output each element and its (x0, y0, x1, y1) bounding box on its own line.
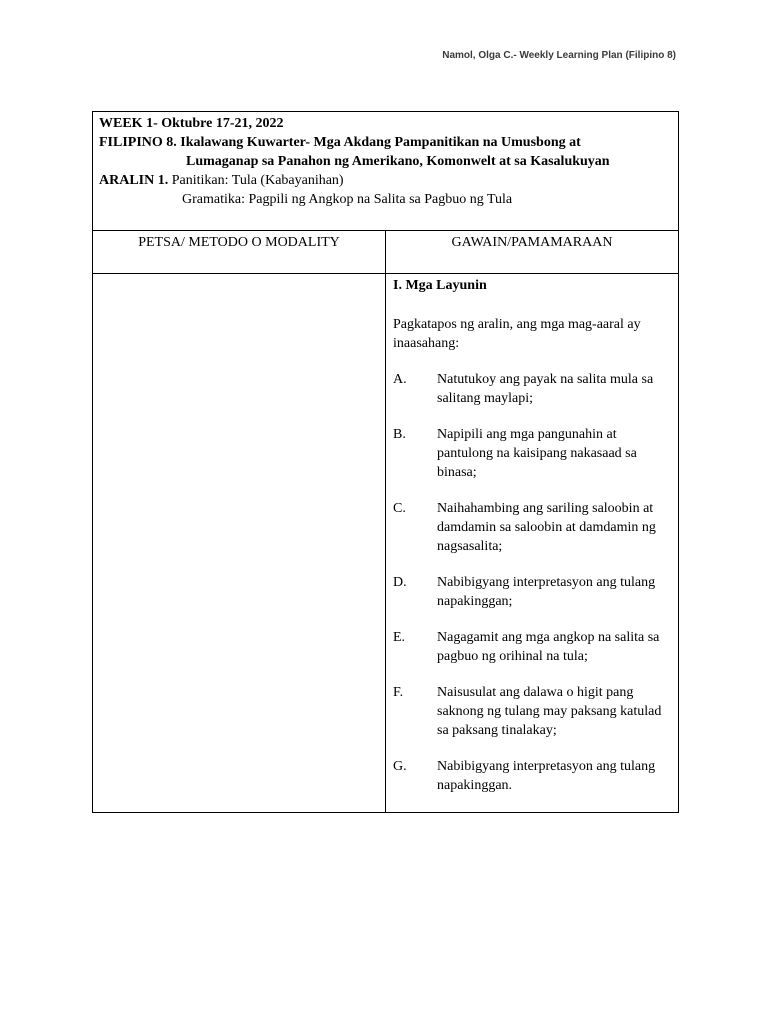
objective-letter: D. (393, 575, 407, 590)
plan-header-cell (93, 112, 679, 231)
objective-item (393, 499, 672, 556)
gramatika-line: Gramatika: Pagpili ng Angkop na Salita sa Pagbuo ng Tula (182, 192, 513, 207)
week-line: WEEK 1- Oktubre 17-21, 2022 (99, 116, 284, 131)
objective-text: Naisusulat ang dalawa o higit pang saknong ng tulang may paksang katulad sa paksang tinalakay; (437, 685, 662, 738)
subject-line-2: Lumaganap sa Panahon ng Amerikano, Komonwelt at sa Kasalukuyan (186, 154, 610, 169)
objective-letter: E. (393, 630, 406, 645)
column-header-gawain: GAWAIN/PAMAMARAAN (386, 231, 679, 274)
weekly-plan-table (92, 111, 679, 813)
objective-text: Nabibigyang interpretasyon ang tulang napakinggan; (437, 575, 656, 609)
intro-text: Pagkatapos ng aralin, ang mga mag-aaral ay inaasahang: (393, 317, 641, 351)
petsa-cell (93, 274, 386, 813)
objective-text: Nagagamit ang mga angkop na salita sa pagbuo ng orihinal na tula; (437, 630, 660, 664)
plan-header-row (93, 112, 679, 231)
column-header-petsa: PETSA/ METODO O MODALITY (93, 231, 386, 274)
objective-text: Napipili ang mga pangunahin at pantulong na kaisipang nakasaad sa binasa; (437, 427, 637, 480)
objective-letter: B. (393, 427, 406, 442)
objective-text: Nabibigyang interpretasyon ang tulang napakinggan. (437, 759, 656, 793)
objective-item (393, 757, 672, 795)
objective-item (393, 425, 672, 482)
gawain-cell (386, 274, 679, 813)
section-title: I. Mga Layunin (393, 278, 487, 293)
aralin-label: ARALIN 1. (99, 173, 169, 188)
page-header-author: Namol, Olga C.- Weekly Learning Plan (Filipino 8) (442, 50, 676, 61)
aralin-line (99, 171, 672, 190)
objective-item (393, 573, 672, 611)
objective-text: Natutukoy ang payak na salita mula sa salitang maylapi; (437, 372, 654, 406)
objective-item (393, 370, 672, 408)
column-header-row (93, 231, 679, 274)
objective-text: Naihahambing ang sariling saloobin at damdamin sa saloobin at damdamin ng nagsasalita; (437, 501, 656, 554)
content-row (93, 274, 679, 813)
objective-letter: C. (393, 501, 406, 516)
objective-letter: F. (393, 685, 404, 700)
objective-item (393, 683, 672, 740)
objective-letter: A. (393, 372, 407, 387)
panitikan-text: Panitikan: Tula (Kabayanihan) (171, 173, 344, 188)
subject-line-1: FILIPINO 8. Ikalawang Kuwarter- Mga Akdang Pampanitikan na Umusbong at (99, 135, 581, 150)
objective-letter: G. (393, 759, 407, 774)
objective-item (393, 628, 672, 666)
